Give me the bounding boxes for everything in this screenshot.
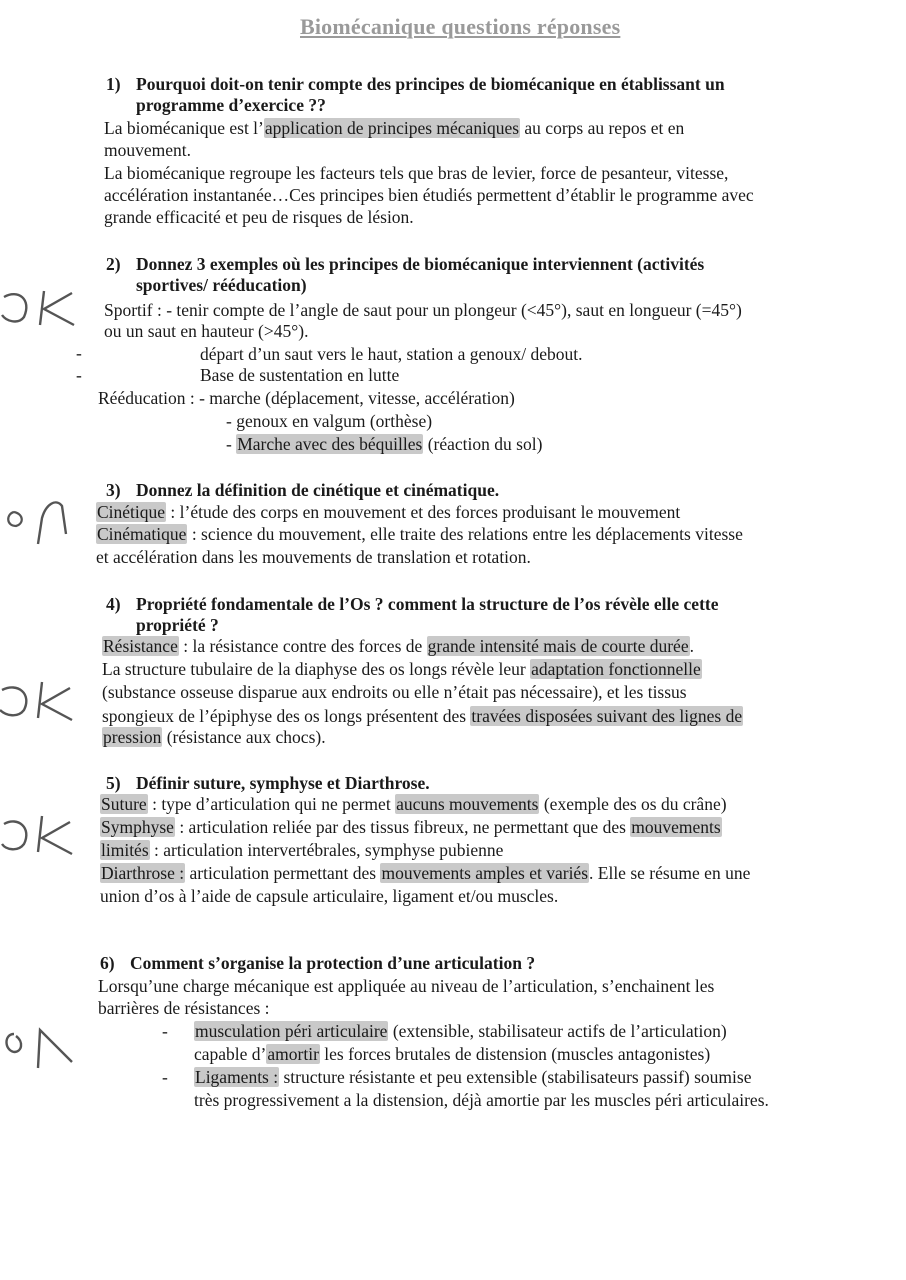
answer-line: (substance osseuse disparue aux endroits ou elle n’était pas nécessaire), et les tissus: [102, 682, 687, 702]
margin-note-ok-5: [0, 1020, 80, 1070]
question-text-line1: Donnez la définition de cinétique et cinématique.: [136, 480, 500, 500]
answer-text: (exemple des os du crâne): [539, 794, 727, 814]
highlighted-text: aucuns mouvements: [396, 794, 539, 814]
highlighted-text: Résistance: [103, 636, 178, 656]
highlighted-text: limités: [101, 840, 149, 860]
margin-note-ok-1: [0, 285, 80, 330]
question-text-line1: Propriété fondamentale de l’Os ? comment la structure de l’os révèle elle cette: [136, 594, 719, 614]
question-number: 4): [106, 594, 121, 614]
highlighted-text: Marche avec des béquilles: [237, 434, 423, 454]
list-dash: -: [76, 365, 82, 385]
answer-line: [100, 840, 503, 861]
answer-line: barrières de résistances :: [98, 998, 270, 1018]
answer-text: La structure tubulaire de la diaphyse des os longs révèle leur: [102, 659, 531, 679]
question-text-line1: Donnez 3 exemples où les principes de biomécanique interviennent (activités: [136, 254, 705, 274]
answer-text: (réaction du sol): [423, 434, 543, 454]
question-number: 2): [106, 254, 121, 274]
answer-line: [104, 118, 684, 139]
question-text-line1: Comment s’organise la protection d’une articulation ?: [130, 953, 536, 973]
answer-text: (résistance aux chocs).: [162, 727, 326, 747]
answer-text: structure résistante et peu extensible (stabilisateurs passif) soumise: [279, 1067, 752, 1087]
answer-line: [102, 659, 702, 680]
highlighted-text: Cinématique: [97, 524, 187, 544]
list-dash: -: [162, 1021, 168, 1041]
question-4: [106, 594, 876, 636]
answer-text: capable d’: [194, 1044, 267, 1064]
list-dash: -: [76, 343, 82, 363]
answer-line: accélération instantanée…Ces principes bien étudiés permettent d’établir le programme avec: [104, 185, 754, 205]
answer-line: La biomécanique regroupe les facteurs tels que bras de levier, force de pesanteur, vitesse,: [104, 163, 729, 183]
answer-line: départ d’un saut vers le haut, station a genoux/ debout.: [200, 344, 583, 364]
highlighted-text: travées disposées suivant des lignes de: [471, 706, 743, 726]
margin-note-ok-2: [0, 490, 80, 550]
answer-line: mouvement.: [104, 140, 191, 160]
question-1: [106, 74, 876, 116]
answer-text: articulation permettant des: [185, 863, 381, 883]
question-number: 3): [106, 480, 121, 500]
highlighted-text: musculation péri articulaire: [195, 1021, 388, 1041]
answer-text: -: [226, 434, 237, 454]
answer-line: Sportif : - tenir compte de l’angle de saut pour un plongeur (<45°), saut en longueur (=45°): [104, 300, 742, 320]
question-6: [100, 953, 870, 974]
margin-note-ok-3: [0, 676, 80, 726]
answer-line: très progressivement a la distension, déjà amortie par les muscles péri articulaires.: [194, 1090, 769, 1110]
list-dash: -: [162, 1067, 168, 1087]
question-text-line2: propriété ?: [136, 615, 219, 635]
question-5: [106, 773, 876, 794]
answer-text: (extensible, stabilisateur actifs de l’articulation): [388, 1021, 727, 1041]
answer-line: [102, 727, 326, 748]
answer-line: [100, 817, 722, 838]
answer-line: [226, 434, 542, 455]
answer-text: .: [689, 636, 694, 656]
answer-text: : type d’articulation qui ne permet: [147, 794, 396, 814]
answer-text: les forces brutales de distension (muscles antagonistes): [319, 1044, 711, 1064]
answer-line: [102, 636, 694, 657]
highlighted-text: Cinétique: [97, 502, 166, 522]
answer-line: Base de sustentation en lutte: [200, 365, 400, 385]
answer-line: grande efficacité et peu de risques de lésion.: [104, 207, 414, 227]
answer-line: Lorsqu’une charge mécanique est appliquée au niveau de l’articulation, s’enchainent les: [98, 976, 715, 996]
page-title: Biomécanique questions réponses: [300, 14, 621, 39]
question-number: 5): [106, 773, 121, 793]
highlighted-text: pression: [103, 727, 162, 747]
highlighted-text: mouvements: [631, 817, 721, 837]
answer-text: La biomécanique est l’: [104, 118, 264, 138]
highlighted-text: adaptation fonctionnelle: [531, 659, 701, 679]
answer-line: [100, 794, 727, 815]
highlighted-text: application de principes mécaniques: [264, 118, 520, 138]
answer-text: : science du mouvement, elle traite des relations entre les déplacements vitesse: [187, 524, 743, 544]
question-3: [106, 480, 876, 501]
highlighted-text: Symphyse: [101, 817, 174, 837]
answer-text: : articulation intervertébrales, symphyse pubienne: [149, 840, 504, 860]
question-number: 6): [100, 953, 115, 973]
answer-text: : articulation reliée par des tissus fibreux, ne permettant que des: [174, 817, 631, 837]
highlighted-text: mouvements amples et variés: [381, 863, 589, 883]
answer-line: [102, 706, 743, 727]
answer-text: : l’étude des corps en mouvement et des forces produisant le mouvement: [166, 502, 681, 522]
highlighted-text: Diarthrose :: [101, 863, 185, 883]
highlighted-text: grande intensité mais de courte durée: [427, 636, 689, 656]
question-number: 1): [106, 74, 121, 94]
answer-line: [96, 524, 743, 545]
answer-text: : la résistance contre des forces de: [178, 636, 427, 656]
answer-text: . Elle se résume en une: [589, 863, 751, 883]
question-text-line1: Définir suture, symphyse et Diarthrose.: [136, 773, 430, 793]
answer-line: - genoux en valgum (orthèse): [226, 411, 433, 431]
answer-text: au corps au repos et en: [520, 118, 685, 138]
highlighted-text: Ligaments :: [195, 1067, 279, 1087]
answer-line: [194, 1044, 710, 1065]
answer-line: et accélération dans les mouvements de translation et rotation.: [96, 547, 531, 567]
highlighted-text: Suture: [101, 794, 147, 814]
answer-line: [100, 863, 750, 884]
question-2: [106, 254, 876, 296]
answer-line: ou un saut en hauteur (>45°).: [104, 321, 309, 341]
answer-text: spongieux de l’épiphyse des os longs présentent des: [102, 706, 471, 726]
question-text-line2: sportives/ rééducation): [136, 275, 307, 295]
question-text-line2: programme d’exercice ??: [136, 95, 326, 115]
answer-line: [194, 1021, 727, 1042]
answer-line: union d’os à l’aide de capsule articulaire, ligament et/ou muscles.: [100, 886, 559, 906]
answer-line: [194, 1067, 751, 1088]
question-text-line1: Pourquoi doit-on tenir compte des principes de biomécanique en établissant un: [136, 74, 725, 94]
highlighted-text: amortir: [267, 1044, 319, 1064]
margin-note-ok-4: [0, 812, 80, 862]
answer-line: Rééducation : - marche (déplacement, vitesse, accélération): [98, 388, 515, 408]
answer-line: [96, 502, 680, 523]
